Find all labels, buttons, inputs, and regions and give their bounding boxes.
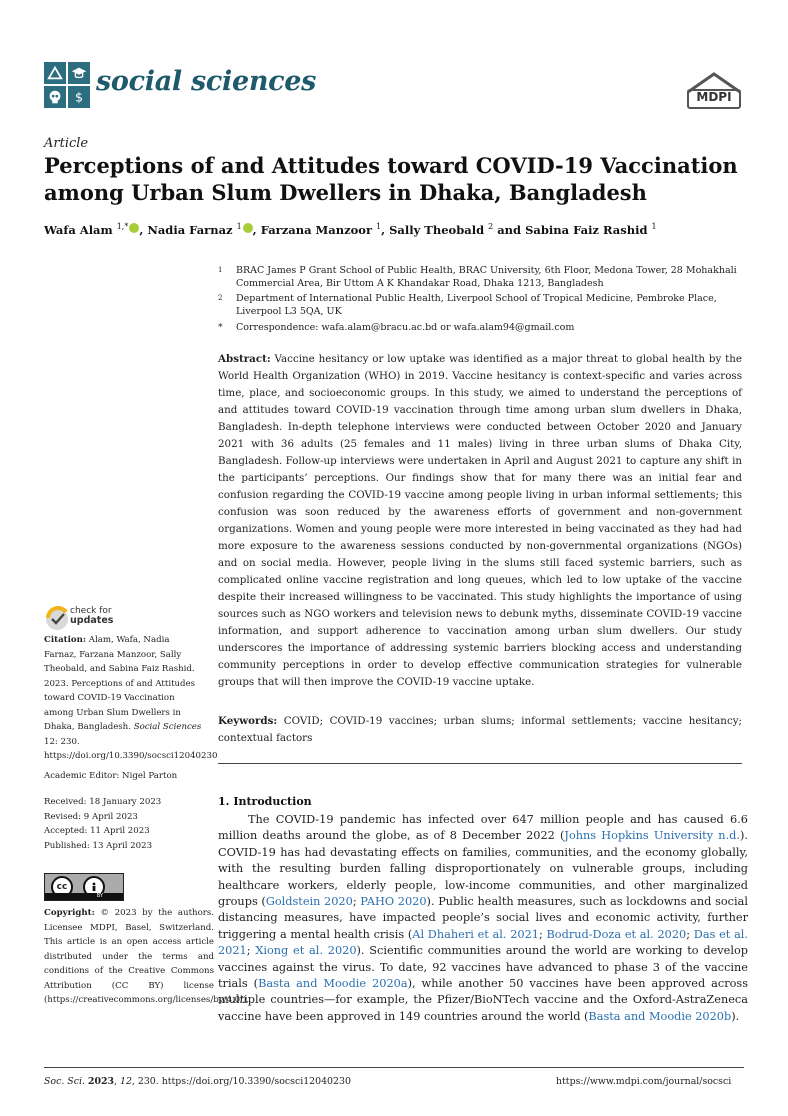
keywords-label: Keywords: [218, 715, 278, 727]
copyright-text: © 2023 by the authors. Licensee MDPI, Basel, Switzerland. This article is an open access article distributed under the terms and conditions of the Creative Commons Attribution (CC BY) license (https://creativecommons.org/licenses/by/4.0/). [44, 908, 250, 1005]
body-text: ; [352, 895, 361, 909]
body-text: ). Public health measures, such as lockdowns and social distancing measures, have impacted people’s social lives and economic activity, further triggering a mental health crisis ( [218, 895, 748, 941]
affiliation-text: BRAC James P Grant School of Public Health, BRAC University, 6th Floor, Medona Tower, 28 Mohakhali Commercial Area, Bir Uttom A K Khandakar Road, Dhaka 1213, Bangladesh [236, 265, 737, 289]
body-text: ; [538, 927, 547, 941]
date-received: Received: 18 January 2023 [44, 797, 162, 807]
body-text: ), while another 50 vaccines have been approved across multiple countries—for example, the Pfizer/BioNTech vaccine and the Oxford-AstraZeneca vaccine have been approved in 149 countries around the world ( [218, 977, 749, 1023]
orcid-icon[interactable] [243, 223, 253, 233]
footer-journal-url[interactable]: https://www.mdpi.com/journal/socsci [556, 1076, 732, 1087]
check-for-updates-label[interactable] [70, 606, 113, 626]
graduation-cap-icon [68, 62, 90, 84]
author-name[interactable]: Sabina Faiz Rashid [525, 222, 652, 237]
article-title: Perceptions of and Attitudes toward COVID-19 Vaccination among Urban Slum Dwellers in Dhaka, Bangladesh [44, 153, 738, 205]
svg-text:$: $ [74, 89, 84, 105]
skull-icon [44, 86, 66, 108]
author-name[interactable]: Sally Theobald [389, 222, 489, 237]
author-affiliation-mark: 2 [488, 222, 494, 231]
divider [218, 763, 742, 764]
affiliation-text: Department of International Public Health, Liverpool School of Tropical Medicine, Pembroke Place, Liverpool L3 5QA, UK [236, 293, 717, 317]
by-label: BY [45, 893, 123, 900]
body-text: ; [686, 927, 694, 941]
citation-link[interactable]: Das et al. 2021 [218, 927, 749, 958]
date-accepted: Accepted: 11 April 2023 [44, 826, 150, 836]
footer-divider [44, 1067, 744, 1068]
citation-link[interactable]: Bodrud-Doza et al. 2020 [546, 927, 687, 941]
author-name[interactable]: Nadia Farnaz [147, 222, 237, 237]
cc-icon: cc [51, 876, 73, 898]
section-title: 1. Introduction [218, 795, 312, 808]
intro-paragraph [218, 812, 748, 1025]
footer-year: 2023 [87, 1076, 115, 1087]
date-published: Published: 13 April 2023 [44, 840, 153, 851]
copyright-block [44, 906, 250, 1008]
footer-journal: Soc. Sci. [44, 1076, 85, 1087]
author-affiliation-mark: 1,* [116, 222, 129, 231]
author-separator: and [493, 222, 526, 237]
author-separator: , [252, 222, 261, 237]
author-name[interactable]: Wafa Alam [44, 222, 117, 237]
citation-link[interactable]: Xiong et al. 2020 [255, 944, 357, 958]
citation-link[interactable]: Johns Hopkins University n.d. [564, 829, 740, 843]
abstract-label: Abstract: [218, 353, 271, 365]
citation-link[interactable]: Al Dhaheri et al. 2021 [412, 927, 539, 941]
citation-text: Alam, Wafa, Nadia Farnaz, Farzana Manzoor, Sally Theobald, and Sabina Faiz Rashid. 2023. Perceptions of and Attitudes toward COVID-19 Vaccination among Urban Slum Dwellers in Dhaka, Bangladesh. [44, 635, 196, 732]
orcid-icon[interactable] [129, 223, 139, 233]
abstract-text: Vaccine hesitancy or low uptake was identified as a major threat to global health by the World Health Organization (WHO) in 2019. Vaccine hesitancy is context-specific and varies across time, place, and socioeconomic groups. In this study, we aimed to understand the perceptions of and attitudes toward COVID-19 vaccination through time among urban slum dwellers in Dhaka, Bangladesh. In-depth telephone interviews were conducted between October 2020 and January 2021 with 36 adults (25 females and 11 males) living in three urban slums of Dhaka City, Bangladesh. Follow-up interviews were undertaken in April and August 2021 to capture any shift in the participants’ perceptions. Our findings show that for many there was an initial fear and confusion regarding the COVID-19 vaccine among people living in urban informal settlements; this confusion was soon reduced by the awareness efforts of government and non-government organizations. Women and young people were more interested in being vaccinated as they had had more exposure to the awareness sessions conducted by non-governmental organizations (NGOs) and on social media. However, people living in the slums still faced systemic barriers, such as complicated online vaccine registration and long queues, which led to low uptake of the vaccine despite their increased willingness to be vaccinated. This study highlights the importance of using sources such as NGO workers and television news to debunk myths, disseminate COVID-19 vaccine information, and support adherence to vaccination among urban slum dwellers. Our study underscores the importance of addressing systemic barriers blocking access and understanding community perceptions in order to develop effective communication strategies for vulnerable groups that will then improve the COVID-19 vaccine uptake. [218, 353, 742, 688]
citation-link[interactable]: Basta and Moodie 2020a [258, 977, 408, 991]
publisher-name: MDPI [696, 90, 732, 104]
affiliation-mark: 2 [218, 294, 223, 302]
copyright-label: Copyright: [44, 908, 95, 918]
footer-volume: 12 [119, 1076, 132, 1087]
dates-block [44, 795, 204, 853]
author-affiliation-mark: 1 [236, 222, 242, 231]
author-separator: , [139, 222, 148, 237]
author-name[interactable]: Farzana Manzoor [260, 222, 377, 237]
journal-logo [44, 62, 90, 108]
citation-label: Citation: [44, 635, 87, 645]
author-affiliation-mark: 1 [376, 222, 382, 231]
author-list [44, 222, 744, 237]
keywords [218, 713, 742, 747]
abstract [218, 351, 742, 691]
body-text: ). [731, 1009, 740, 1023]
body-text: ). Scientific communities around the world are working to develop vaccines against the virus. To date, 92 vaccines have advanced to phase 3 of the vaccine trials ( [218, 944, 748, 991]
correspondence-text[interactable]: Correspondence: wafa.alam@bracu.ac.bd or wafa.alam94@gmail.com [236, 322, 575, 333]
article-type: Article [44, 136, 89, 151]
correspondence-mark: * [218, 323, 223, 333]
affiliation-mark: 1 [218, 266, 223, 274]
citation-rest[interactable]: 12: 230. https://doi.org/10.3390/socsci12040230 [44, 736, 218, 761]
author-separator: , [381, 222, 390, 237]
journal-name[interactable]: social sciences [96, 66, 317, 97]
footer-doi: , 230. https://doi.org/10.3390/socsci12040230 [131, 1076, 351, 1087]
check-line1: check for [70, 606, 112, 616]
academic-editor: Academic Editor: Nigel Parton [44, 771, 178, 781]
publisher-logo[interactable] [686, 70, 742, 110]
dollar-icon [68, 86, 90, 108]
body-text: The COVID-19 pandemic has infected over 647 million people and has caused 6.6 million deaths around the globe, as of 8 December 2022 ( [218, 813, 748, 843]
body-text: ). COVID-19 has had devastating effects on families, communities, and the economy globally, with the resulting burden falling disproportionately on vulnerable groups, including healthcare workers, elderly people, low-income communities, and other marginalized groups ( [218, 829, 748, 909]
cc-by-license-badge[interactable] [44, 873, 124, 901]
body-text: ; [246, 944, 256, 958]
check-line2: updates [70, 615, 114, 626]
keywords-text: COVID; COVID-19 vaccines; urban slums; informal settlements; vaccine hesitancy; contextual factors [218, 715, 742, 744]
citation-journal: Social Sciences [133, 722, 202, 732]
author-affiliation-mark: 1 [651, 222, 657, 231]
citation-link[interactable]: Goldstein 2020 [265, 895, 353, 909]
footer-citation[interactable]: Soc. Sci. 2023, 12, 230. https://doi.org/10.3390/socsci12040230 [44, 1076, 351, 1087]
triangle-icon [44, 62, 66, 84]
citation-block [44, 633, 218, 764]
citation-link[interactable]: Basta and Moodie 2020b [588, 1009, 732, 1023]
citation-link[interactable]: PAHO 2020 [360, 895, 427, 909]
date-revised: Revised: 9 April 2023 [44, 811, 138, 822]
